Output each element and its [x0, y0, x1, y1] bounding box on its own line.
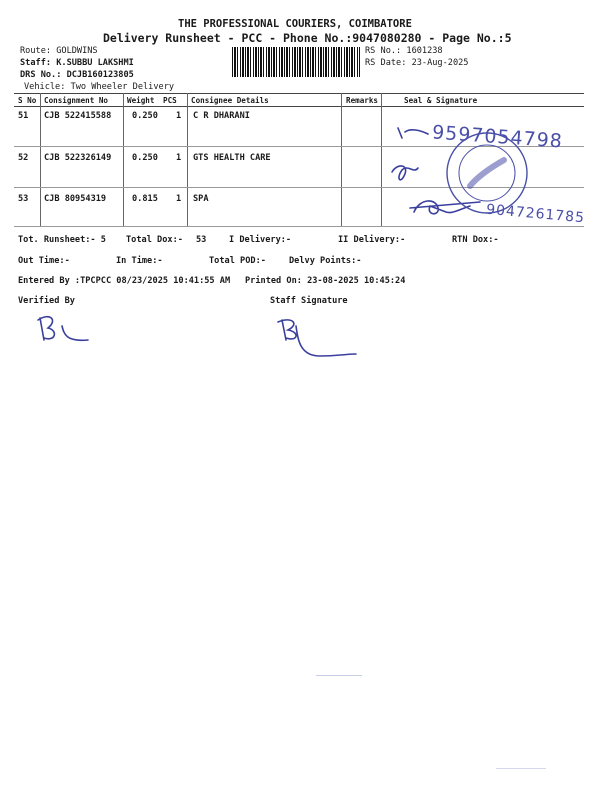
table-row-pcs: 1: [176, 194, 182, 204]
seal-stamp-icon: [447, 133, 527, 213]
signature-row3: [410, 201, 480, 214]
ii-delivery: II Delivery:-: [338, 235, 406, 245]
runsheet-title: Delivery Runsheet - PCC - Phone No.:9047080280 - Page No.:5: [103, 31, 512, 45]
entered-by: Entered By :TPCPCC 08/23/2025 10:41:55 AM: [18, 276, 231, 286]
table-row-consignee: GTS HEALTH CARE: [193, 153, 271, 163]
table-row-sno: 53: [18, 194, 29, 204]
table-row-consignment: CJB 522415588: [44, 111, 112, 121]
staff-signature-label: Staff Signature: [270, 296, 348, 306]
table-row-sno: 51: [18, 111, 29, 121]
col-consignee: Consignee Details: [191, 96, 269, 105]
handwritten-phone-1: 9597054798: [431, 121, 564, 153]
delvy-points: Delvy Points:-: [289, 256, 362, 266]
col-weight: Weight: [127, 96, 155, 105]
table-row-weight: 0.250: [132, 111, 158, 121]
table-row-weight: 0.250: [132, 153, 158, 163]
rs-date: RS Date: 23-Aug-2025: [365, 58, 469, 68]
table-row-pcs: 1: [176, 111, 182, 121]
i-delivery: I Delivery:-: [229, 235, 292, 245]
total-dox-value: 53: [196, 235, 207, 245]
printed-on: Printed On: 23-08-2025 10:45:24: [245, 276, 406, 286]
total-pod: Total POD:-: [209, 256, 266, 266]
vehicle: Vehicle: Two Wheeler Delivery: [24, 82, 175, 92]
route: Route: GOLDWINS: [20, 46, 98, 56]
signature-row2: [392, 166, 418, 180]
col-seal-signature: Seal & Signature: [404, 96, 478, 105]
out-time: Out Time:-: [18, 256, 70, 266]
verified-signature: [38, 317, 88, 341]
table-row-consignee: SPA: [193, 194, 209, 204]
total-dox: Total Dox:-: [126, 235, 183, 245]
verified-by-label: Verified By: [18, 296, 75, 306]
staff: Staff: K.SUBBU LAKSHMI: [20, 58, 134, 68]
col-pcs: PCS: [163, 96, 177, 105]
col-remarks: Remarks: [346, 96, 379, 105]
rs-number: RS No.: 1601238: [365, 46, 443, 56]
col-consignment: Consignment No: [44, 96, 109, 105]
table-row-consignment: CJB 80954319: [44, 194, 107, 204]
drs-number: DRS No.: DCJB160123805: [20, 70, 134, 80]
staff-signature-mark: [278, 320, 356, 356]
table-row-sno: 52: [18, 153, 29, 163]
company-title: THE PROFESSIONAL COURIERS, COIMBATORE: [178, 18, 412, 30]
col-sno: S No: [18, 96, 37, 105]
rtn-dox: RTN Dox:-: [452, 235, 499, 245]
handwritten-phone-2: 9047261785: [485, 201, 586, 227]
table-row-pcs: 1: [176, 153, 182, 163]
table-row-weight: 0.815: [132, 194, 158, 204]
signature-row1: [398, 128, 428, 138]
in-time: In Time:-: [116, 256, 163, 266]
table-row-consignee: C R DHARANI: [193, 111, 250, 121]
tot-runsheet: Tot. Runsheet:- 5: [18, 235, 106, 245]
table-row-consignment: CJB 522326149: [44, 153, 112, 163]
